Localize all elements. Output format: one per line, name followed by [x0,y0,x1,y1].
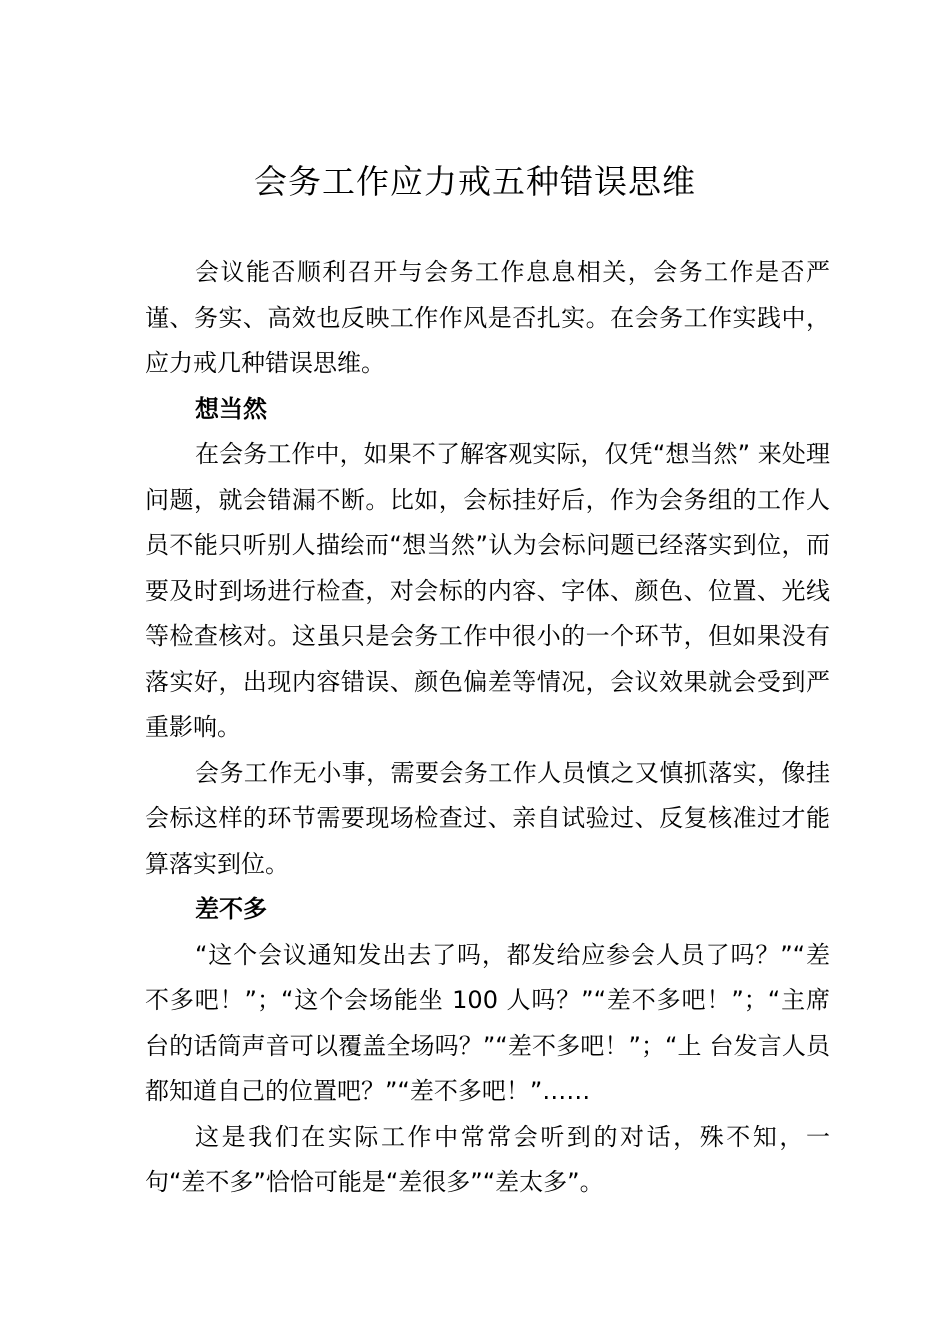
section-paragraph: 在会务工作中，如果不了解客观实际，仅凭“想当然” 来处理问题，就会错漏不断。比如，会标挂好后，作为会务组的工作人员不能只听别人描绘而“想当然”认为会标问题已经落实到位，而要及时到场进行检查，对会标的内容、字体、颜色、位置、光线等检查核对。这虽只是会务工作中很小的一个环节，但如果没有落实好，出现内容错误、颜色偏差等情况，会议效果就会受到严重影响。 [145,440,830,741]
section-paragraph: “这个会议通知发出去了吗，都发给应参会人员了吗？”“差不多吧！”；“这个会场能坐 100 人吗？”“差不多吧！”；“主席台的话筒声音可以覆盖全场吗？”“差不多吧！”；“上 台发言人员都知道自己的位置吧？”“差不多吧！”…… [145,940,830,1105]
section-heading: 想当然 [195,394,267,423]
section-paragraph: 这是我们在实际工作中常常会听到的对话，殊不知，一句“差不多”恰恰可能是“差很多”“差太多”。 [145,1122,830,1196]
section-paragraph: 会务工作无小事，需要会务工作人员慎之又慎抓落实，像挂会标这样的环节需要现场检查过、亲自试验过、反复核准过才能算落实到位。 [145,758,830,878]
section-heading: 差不多 [195,895,267,923]
document-title: 会务工作应力戒五种错误思维 [254,162,696,201]
document-body [145,250,830,1206]
intro-paragraph: 会议能否顺利召开与会务工作息息相关，会务工作是否严谨、务实、高效也反映工作作风是否扎实。在会务工作实践中，应力戒几种错误思维。 [145,258,830,377]
section-xiang-dang-ran [145,387,830,888]
section-cha-bu-duo [145,887,830,1206]
